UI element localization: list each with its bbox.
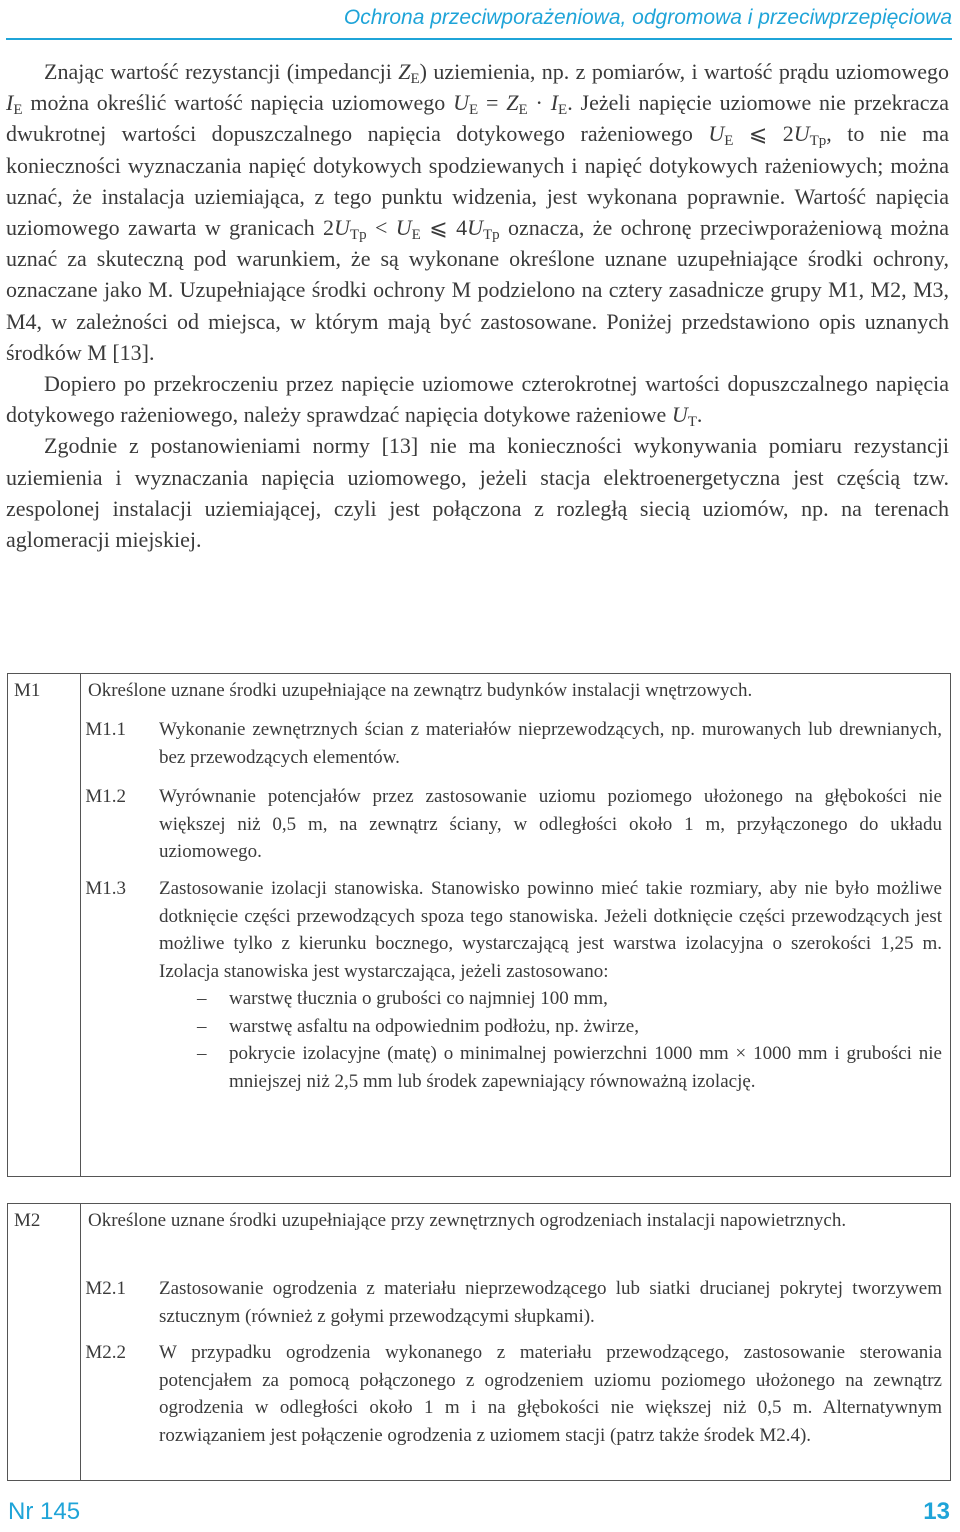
dash-bullet: – <box>197 1043 207 1064</box>
m1-item-block <box>159 875 942 1095</box>
list-item-text: warstwę tłucznia o grubości co najmniej 100 mm, <box>229 988 608 1009</box>
m1-item-code: M1.3 <box>85 878 126 899</box>
issue-number: Nr 145 <box>8 1498 81 1525</box>
m2-box <box>7 1203 951 1481</box>
dash-bullet: – <box>197 988 207 1009</box>
list-item-text: warstwę asfaltu na odpowiednim podłożu, np. żwirze, <box>229 1015 639 1037</box>
m1-item-code: M1.2 <box>85 786 126 807</box>
m1-item-text: Wykonanie zewnętrznych ścian z materiałów nieprzewodzących, np. murowanych lub drewnianych, bez przewodzących elementów. <box>159 719 942 768</box>
list-item <box>159 1040 942 1095</box>
header-rule <box>6 38 952 40</box>
list-item-text: pokrycie izolacyjne (matę) o minimalnej powierzchni 1000 mm × 1000 mm i grubości nie mniejszej niż 2,5 mm lub środek zapewniający równoważną izolację. <box>229 1043 942 1092</box>
paragraph-3: Zgodnie z postanowieniami normy [13] nie ma konieczności wykonywania pomiaru rezystancji uziemienia i wyznaczania napięcia uziomowego, jeżeli stacja elektroenergetyczna jest częścią tzw. zespolonej instalacji uziemiającej, czyli jest połączona z rozległą siecią uziomów, np. na terenach aglomeracji miejskiej. <box>6 433 949 553</box>
body-text <box>6 56 949 555</box>
m2-item-code: M2.1 <box>85 1278 126 1299</box>
m1-divider <box>80 674 81 1176</box>
m1-title: Określone uznane środki uzupełniające na zewnątrz budynków instalacji wnętrzowych. <box>88 680 753 701</box>
dash-bullet: – <box>197 1015 207 1037</box>
page-footer <box>8 1498 950 1532</box>
m2-item-text: W przypadku ogrodzenia wykonanego z materiału przewodzącego, zastosowanie sterowania potencjałem za pomocą połączonego z ogrodzeniem uziomu poziomego ułożonego na zewnątrz ogrodzenia w odległości około 1 m i na głębokości nie większej niż 0,5 m. Alternatywnym rozwiązaniem jest połączenie ogrodzenia z uziomem stacji (patrz także środek M2.4). <box>159 1342 942 1446</box>
paragraph-1: Znając wartość rezystancji (impedancji $Z_E$) uziemienia, np. z pomiarów, i wartość prądu uziomowego $I_E$ można określić wartość napięcia uziomowego $U_E = Z_E \cdot I_E$. Jeżeli napięcie uziomowe nie przekracza dwukrotnej wartości dopuszczalnego napięcia dotykowego rażeniowego $U_E$ ⩽ $2U_{Tp}$, to nie ma konieczności wyznaczania napięć dotykowych spodziewanych i napięć dotykowych rażeniowych; można uznać, że instalacja uziemiająca, z tego punktu widzenia, jest wykonana poprawnie. Wartość napięcia uziomowego zawarta w granicach $2U_{Tp} < U_E$ ⩽ $4U_{Tp}$ oznacza, że ochronę przeciwporażeniową można uznać za skuteczną pod warunkiem, że są wykonane określone uznane uzupełniające środki ochrony, oznaczane jako M. Uzupełniające środki ochrony M podzielono na cztery zasadnicze grupy M1, M2, M3, M4, w zależności od miejsca, w którym mają być zastosowane. Poniżej przedstawiono opis uznanych środków M [13]. <box>6 59 949 365</box>
m2-item-code: M2.2 <box>85 1342 126 1363</box>
m2-code: M2 <box>14 1210 41 1231</box>
running-header: Ochrona przeciwporażeniowa, odgromowa i przeciwprzepięciowa <box>343 6 952 29</box>
paragraph-2: Dopiero po przekroczeniu przez napięcie uziomowe czterokrotnej wartości dopuszczalnego napięcia dotykowego rażeniowego, należy sprawdzać napięcia dotykowe rażeniowe $U_T$. <box>6 371 949 431</box>
page-number: 13 <box>923 1498 950 1525</box>
m1-item-text: Wyrównanie potencjałów przez zastosowanie uziomu poziomego ułożonego na głębokości nie większej niż 0,5 m, na zewnątrz ściany, w odległości około 1 m, przyłączonego do układu uziomowego. <box>159 786 942 862</box>
m1-box <box>7 673 951 1177</box>
m2-title: Określone uznane środki uzupełniające przy zewnętrznych ogrodzeniach instalacji napowietrznych. <box>88 1210 847 1231</box>
m1-code: M1 <box>14 680 41 701</box>
list-item <box>159 1013 942 1041</box>
m1-item-text: Zastosowanie izolacji stanowiska. Stanowisko powinno mieć takie rozmiary, aby nie było możliwe dotknięcie części przewodzących spoza tego stanowiska. Jeżeli dotknięcie części przewodzących jest możliwe tylko z kierunku bocznego, wystarczającą jest warstwa izolacyjna o szerokości 1,25 m. Izolacja stanowiska jest wystarczająca, jeżeli zastosowano: <box>159 878 942 982</box>
list-item <box>159 985 942 1013</box>
m2-item-text: Zastosowanie ogrodzenia z materiału nieprzewodzącego lub siatki drucianej pokrytej tworzywem sztucznym (również z gołymi przewodzącymi słupkami). <box>159 1278 942 1327</box>
m1-item-code: M1.1 <box>85 719 126 740</box>
